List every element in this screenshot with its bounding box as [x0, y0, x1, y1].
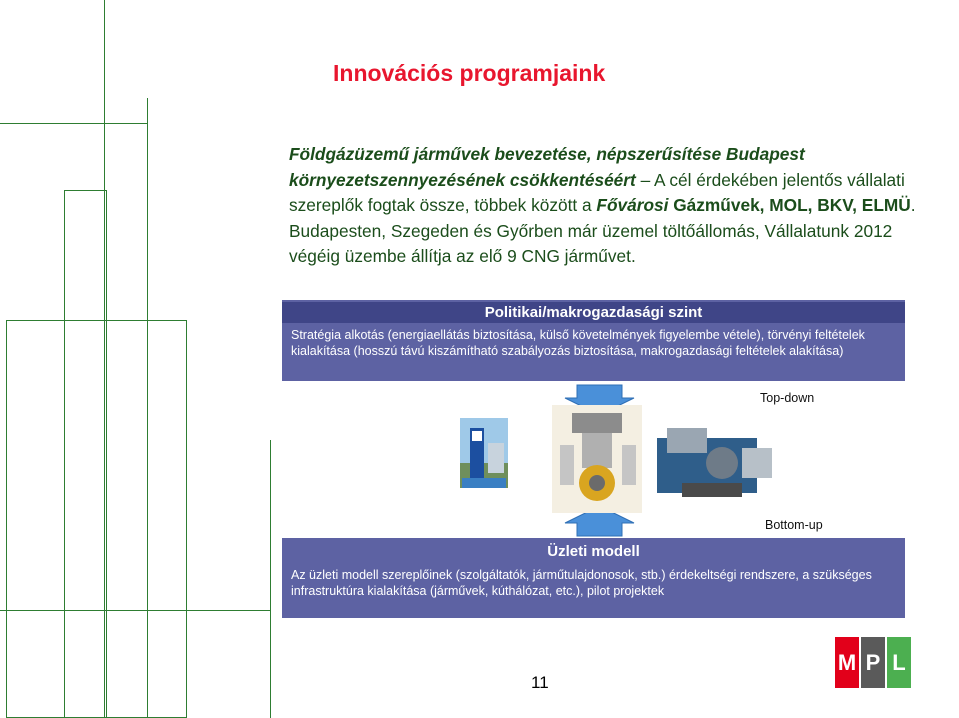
paragraph-text: – A cél érdekében jelentős vállalati szereplők fogtak össze, többek között a — [289, 169, 905, 216]
top-down-label: Top-down — [760, 391, 815, 405]
logo-tile-l: L — [887, 637, 911, 688]
gas-station-picture — [460, 418, 508, 488]
decor-horizontal-line — [0, 610, 270, 611]
compressor-picture — [657, 428, 772, 497]
bottom-band-text: Az üzleti modell szereplőinek (szolgáltatók, járműtulajdonosok, stb.) érdekeltségi rendszere, a szükséges infrastruktúra kialakítása (járművek, kúthálózat, etc.), pilot projektek — [291, 568, 872, 598]
top-band — [282, 300, 905, 381]
decor-horizontal-line — [0, 123, 148, 124]
bottom-up-label: Bottom-up — [765, 518, 823, 532]
top-band-heading: Politikai/makrogazdasági szint — [282, 302, 905, 323]
diagram-illustration — [282, 383, 905, 538]
decor-vertical-line — [270, 440, 271, 718]
bottom-band — [282, 538, 905, 618]
paragraph-highlight: Fővárosi — [596, 195, 669, 216]
logo-tile-p: P — [861, 637, 885, 688]
slide-body-paragraph — [289, 142, 939, 270]
decor-box — [6, 320, 187, 718]
page-number: 11 — [531, 673, 549, 692]
paragraph-partners: Gázművek, MOL, BKV, ELMÜ — [668, 195, 911, 216]
paragraph-text-end: . Budapesten, Szegeden és Győrben már üzemel töltőállomás, Vállalatunk 2012 végéig üzembe állítja az elő 9 CNG járművet. — [289, 195, 916, 267]
paragraph-lead: Földgázüzemű járművek bevezetése, népszerűsítése Budapest környezetszennyezésének csökkentéséért — [289, 144, 805, 190]
mpl-logo — [835, 637, 911, 688]
top-down-bottom-up-diagram — [282, 297, 905, 621]
bottom-band-heading: Üzleti modell — [547, 543, 640, 560]
engine-picture — [552, 405, 642, 513]
slide-title: Innovációs programjaink — [333, 60, 606, 86]
top-band-text: Stratégia alkotás (energiaellátás biztosítása, külső követelmények figyelembe vétele), törvényi feltételek kialakítása (hosszú távú kiszámítható szabályozás biztosítása, makrogazdasági feltételek alakítása) — [291, 328, 865, 358]
logo-tile-m: M — [835, 637, 859, 688]
